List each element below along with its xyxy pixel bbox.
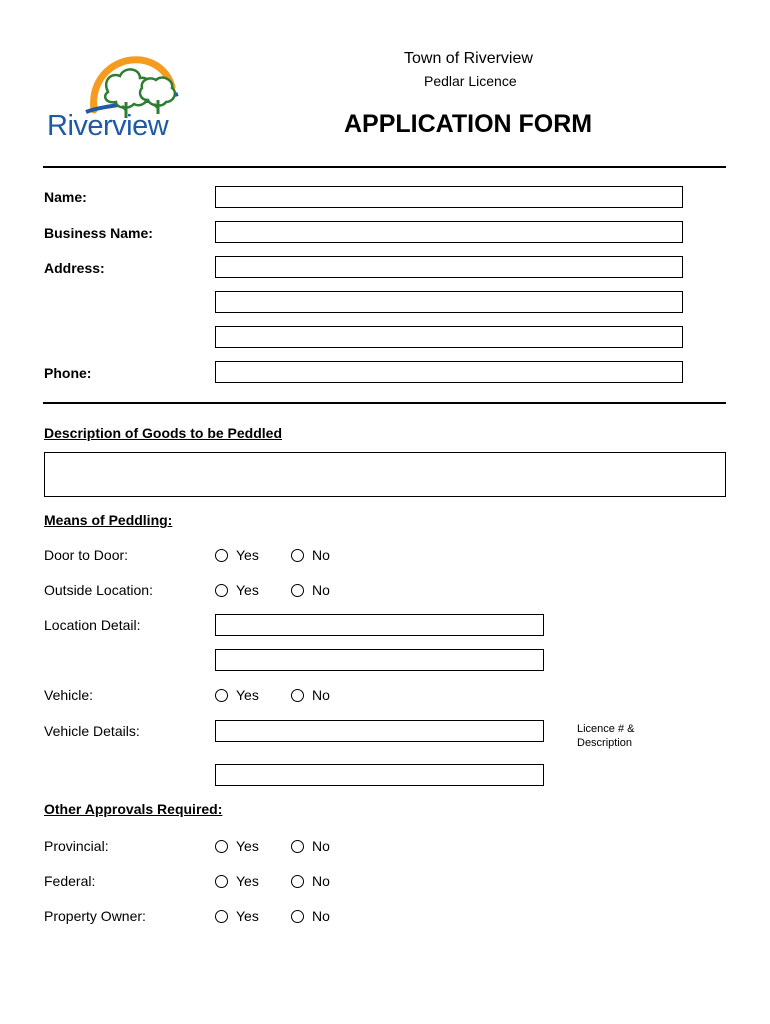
vehicle-label: Vehicle: bbox=[44, 687, 94, 703]
business-name-field-box bbox=[215, 221, 683, 243]
yes-label: Yes bbox=[236, 582, 259, 598]
address-line2-field[interactable] bbox=[216, 292, 682, 312]
phone-field[interactable] bbox=[216, 362, 682, 382]
address-line3-field[interactable] bbox=[216, 327, 682, 347]
address-line1-box bbox=[215, 256, 683, 278]
top-divider bbox=[43, 166, 726, 168]
property-owner-label: Property Owner: bbox=[44, 908, 146, 924]
vehicle-details2-field[interactable] bbox=[216, 765, 543, 785]
means-heading: Means of Peddling: bbox=[44, 512, 173, 528]
no-label: No bbox=[312, 547, 330, 563]
name-label: Name: bbox=[44, 189, 87, 205]
location-detail1-field[interactable] bbox=[216, 615, 543, 635]
yes-label: Yes bbox=[236, 687, 259, 703]
outside-location-no-radio[interactable] bbox=[291, 582, 330, 598]
approvals-heading: Other Approvals Required: bbox=[44, 801, 223, 817]
goods-description-field[interactable] bbox=[45, 453, 725, 496]
radio-circle-icon bbox=[215, 875, 228, 888]
radio-circle-icon bbox=[215, 910, 228, 923]
federal-label: Federal: bbox=[44, 873, 96, 889]
address-label: Address: bbox=[44, 260, 105, 276]
radio-circle-icon bbox=[215, 549, 228, 562]
vehicle-note bbox=[577, 722, 657, 750]
outside-location-yes-radio[interactable] bbox=[215, 582, 259, 598]
goods-heading: Description of Goods to be Peddled bbox=[44, 425, 283, 441]
phone-label: Phone: bbox=[44, 365, 92, 381]
yes-label: Yes bbox=[236, 908, 259, 924]
name-field[interactable] bbox=[216, 187, 682, 207]
vehicle-details1-field[interactable] bbox=[216, 721, 543, 741]
door-to-door-no-radio[interactable] bbox=[291, 547, 330, 563]
vehicle-note-line1: Licence # & bbox=[577, 723, 635, 735]
location-detail2-field[interactable] bbox=[216, 650, 543, 670]
goods-field-box bbox=[44, 452, 726, 497]
radio-circle-icon bbox=[291, 549, 304, 562]
no-label: No bbox=[312, 582, 330, 598]
federal-yes-radio[interactable] bbox=[215, 873, 259, 889]
radio-circle-icon bbox=[291, 875, 304, 888]
outside-location-label: Outside Location: bbox=[44, 582, 153, 598]
yes-label: Yes bbox=[236, 873, 259, 889]
radio-circle-icon bbox=[215, 689, 228, 702]
radio-circle-icon bbox=[291, 910, 304, 923]
address-line3-box bbox=[215, 326, 683, 348]
address-line1-field[interactable] bbox=[216, 257, 682, 277]
yes-label: Yes bbox=[236, 547, 259, 563]
location-detail1-box bbox=[215, 614, 544, 636]
radio-circle-icon bbox=[215, 840, 228, 853]
business-name-label: Business Name: bbox=[44, 225, 153, 241]
middle-divider bbox=[43, 402, 726, 404]
federal-no-radio[interactable] bbox=[291, 873, 330, 889]
vehicle-details-label: Vehicle Details: bbox=[44, 723, 140, 739]
form-subtitle: Pedlar Licence bbox=[424, 73, 517, 89]
radio-circle-icon bbox=[215, 584, 228, 597]
door-to-door-label: Door to Door: bbox=[44, 547, 129, 563]
no-label: No bbox=[312, 908, 330, 924]
phone-field-box bbox=[215, 361, 683, 383]
business-name-field[interactable] bbox=[216, 222, 682, 242]
location-detail2-box bbox=[215, 649, 544, 671]
location-detail-label: Location Detail: bbox=[44, 617, 141, 633]
property-owner-no-radio[interactable] bbox=[291, 908, 330, 924]
yes-label: Yes bbox=[236, 838, 259, 854]
riverview-logo bbox=[46, 52, 191, 147]
name-field-box bbox=[215, 186, 683, 208]
radio-circle-icon bbox=[291, 584, 304, 597]
vehicle-details1-box bbox=[215, 720, 544, 742]
page-title: APPLICATION FORM bbox=[344, 110, 593, 138]
vehicle-details2-box bbox=[215, 764, 544, 786]
door-to-door-yes-radio[interactable] bbox=[215, 547, 259, 563]
logo-wordmark: Riverview bbox=[47, 110, 169, 142]
radio-circle-icon bbox=[291, 840, 304, 853]
vehicle-yes-radio[interactable] bbox=[215, 687, 259, 703]
property-owner-yes-radio[interactable] bbox=[215, 908, 259, 924]
vehicle-no-radio[interactable] bbox=[291, 687, 330, 703]
address-line2-box bbox=[215, 291, 683, 313]
no-label: No bbox=[312, 838, 330, 854]
no-label: No bbox=[312, 873, 330, 889]
no-label: No bbox=[312, 687, 330, 703]
org-name: Town of Riverview bbox=[404, 50, 533, 67]
provincial-no-radio[interactable] bbox=[291, 838, 330, 854]
vehicle-note-line2: Description bbox=[577, 737, 633, 749]
provincial-label: Provincial: bbox=[44, 838, 109, 854]
provincial-yes-radio[interactable] bbox=[215, 838, 259, 854]
radio-circle-icon bbox=[291, 689, 304, 702]
